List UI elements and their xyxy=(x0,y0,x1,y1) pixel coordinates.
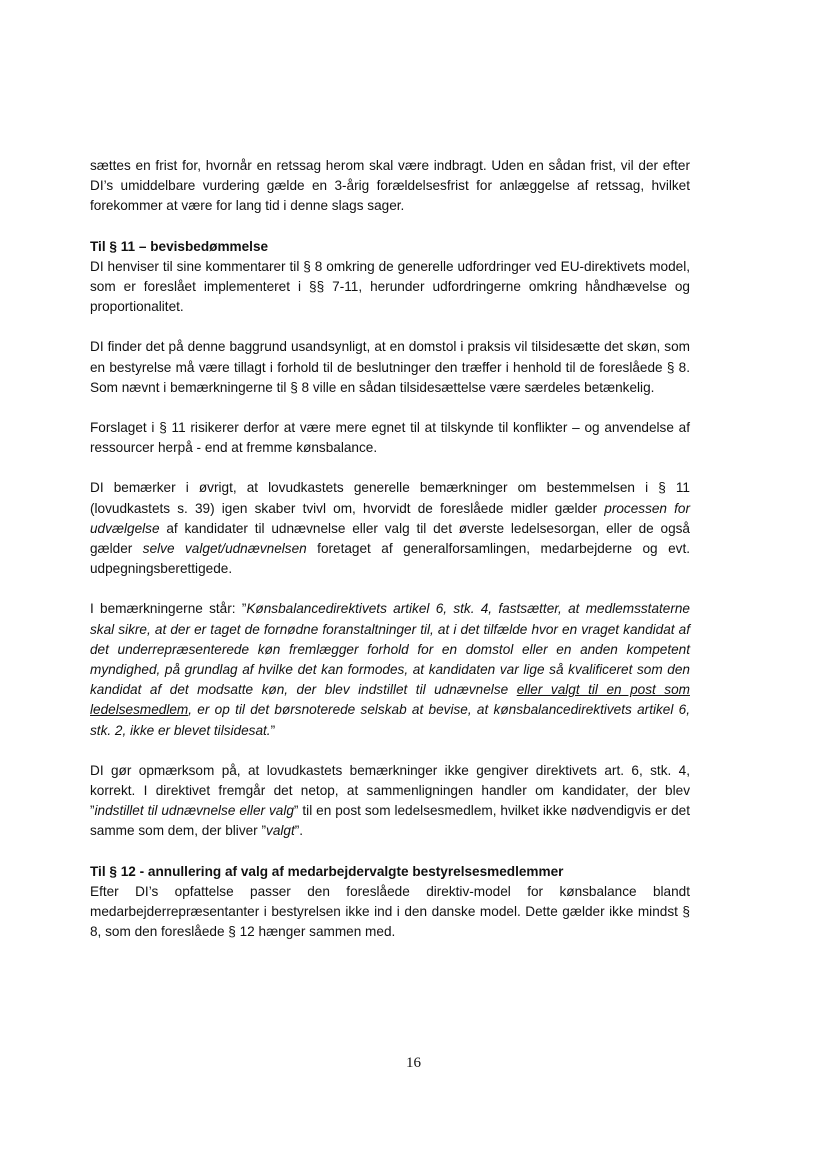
text-run: af kandidater til udnævnelse eller valg til det øverste ledelsesorgan, eller de også gælder xyxy=(90,520,690,557)
quote-paragraph xyxy=(90,599,690,740)
text-run: DI gør opmærksom på, at lovudkastets bemærkninger ikke gengiver direktivets art. 6, stk. 4, korrekt. I direktivet fremgår det netop, at sammenligningen handler om kandidater, der blev ” xyxy=(90,762,690,819)
text-run: foretaget af generalforsamlingen, medarbejderne og evt. udpegningsberettigede. xyxy=(90,541,690,577)
italic-quote: , er op til det børsnoterede selskab at bevise, at kønsbalancedirektivets artikel 6, stk. 2, ikke er blevet tilsidesat. xyxy=(90,702,690,738)
italic-text: valgt xyxy=(266,823,295,839)
italic-text: indstillet til udnævnelse eller valg xyxy=(94,803,294,819)
paragraph: DI finder det på denne baggrund usandsynligt, at en domstol i praksis vil tilsidesætte det skøn, som en bestyrelse må være tillagt i forhold til de beslutninger den træffer i henhold til de foreslåede § 8. Som nævnt i bemærkningerne til § 8 ville en sådan tilsidesættelse være særdeles betænkelig. xyxy=(90,339,690,395)
paragraph: DI henviser til sine kommentarer til § 8 omkring de generelle udfordringer ved EU-direktivets model, som er foreslået implementeret i §§ 7-11, herunder udfordringerne omkring håndhævelse og proportionalitet. xyxy=(90,258,690,315)
text-run: ” xyxy=(270,722,276,738)
page-number: 16 xyxy=(406,1055,421,1071)
section-heading-12: Til § 12 - annullering af valg af medarbejdervalgte bestyrelsesmedlemmer xyxy=(90,863,564,879)
text-run: ”. xyxy=(294,823,304,839)
italic-text: processen for udvælgelse xyxy=(90,500,691,536)
paragraph: Forslaget i § 11 risikerer derfor at være mere egnet til at tilskynde til konflikter – og anvendelse af ressourcer herpå - end at fremme kønsbalance. xyxy=(90,420,690,456)
text-run: DI bemærker i øvrigt, at lovudkastets generelle bemærkninger om bestemmelsen i § 11 (lovudkastets s. 39) igen skaber tvivl om, hvorvidt de foreslåede midler gælder xyxy=(90,480,690,516)
section-heading-11: Til § 11 – bevisbedømmelse xyxy=(90,238,269,254)
text-run: I bemærkningerne står: ” xyxy=(90,601,247,617)
paragraph: Efter DI’s opfattelse passer den foreslåede direktiv-model for kønsbalance blandt medarbejderrepræsentanter i bestyrelsen ikke ind i den danske model. Dette gælder ikke mindst § 8, som den foreslåede § 12 hænger sammen med. xyxy=(90,883,690,940)
text-run: ” til en post som ledelsesmedlem, hvilket ikke nødvendigvis er det samme som dem, der bliver ” xyxy=(90,803,690,839)
document-body xyxy=(90,156,690,943)
paragraph-continuation: sættes en frist for, hvornår en retssag herom skal være indbragt. Uden en sådan frist, vil der efter DI’s umiddelbare vurdering gælde en 3-årig forældelsesfrist for anlæggelse af retssag, hvilket forekommer at være for lang tid i denne slags sager. xyxy=(90,158,690,214)
italic-text: selve valget/udnævnelsen xyxy=(142,541,307,557)
underlined-italic-text: eller valgt til en post som ledelsesmedlem xyxy=(90,682,690,718)
paragraph xyxy=(90,761,690,842)
paragraph xyxy=(90,478,690,579)
italic-quote: Kønsbalancedirektivets artikel 6, stk. 4, fastsætter, at medlemsstaterne skal sikre, at der er taget de fornødne foranstaltninger til, at i det tilfælde hvor en vraget kandidat af det underrepræsenterede køn fremlægger forhold for en domstol eller en anden kompetent myndighed, på grundlag af hvilke det kan formodes, at kandidaten var lige så kvalificeret som den kandidat af det modsatte køn, der blev indstillet til udnævnelse xyxy=(90,601,690,698)
